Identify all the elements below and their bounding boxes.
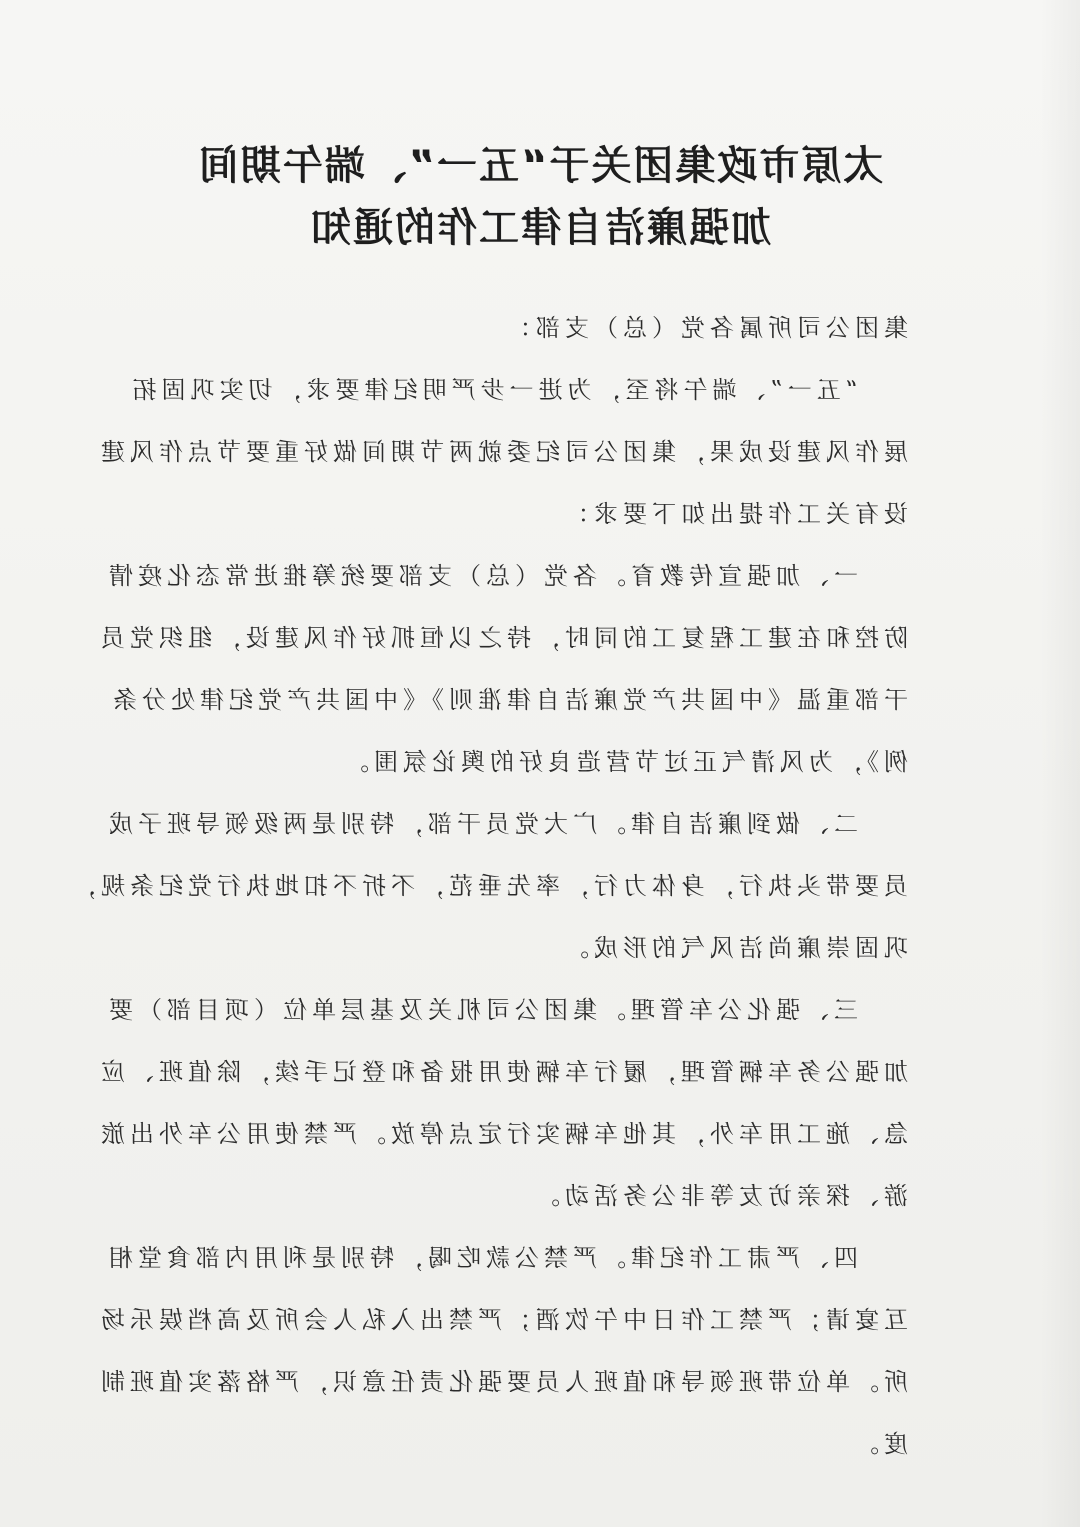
paragraph-line: 巩固崇廉尚洁风气的形成。 <box>560 934 908 962</box>
document-title-line-2: 加强廉洁自律工作的通知 <box>309 205 771 251</box>
paragraph-line: 例》，为风清气正过节营造良好的舆论氛围。 <box>340 748 908 776</box>
paragraph-line: 二、做到廉洁自律。广大党员干部，特别是两级领导班子成 <box>104 810 858 838</box>
paragraph-line: 游、探亲访友等非公务活动。 <box>531 1182 908 1210</box>
paragraph-line: 加强公务车辆管理，履行车辆使用报备和登记手续，除值班、应 <box>96 1058 908 1086</box>
paragraph-line: 四、严肃工作纪律。严禁公款吃喝，特别是利用内部食堂相 <box>104 1244 858 1272</box>
paragraph-line: “五一”、端午将至，为进一步严明纪律要求，切实巩固拓 <box>127 376 858 404</box>
salutation: 集团公司所属各党（总）支部： <box>502 314 908 342</box>
paragraph-line: 一、加强宣传教育。各党（总）支部要统筹推进常态化疫情 <box>104 562 858 590</box>
document-body <box>67 308 908 1486</box>
paragraph-line: 展作风建设成果，集团公司纪委就两节期间做好重要节点作风建 <box>96 438 908 466</box>
paragraph-line: 三、强化公车管理。集团公司机关及基层单位（项目部）要 <box>104 996 858 1024</box>
paragraph-line: 互宴请；严禁工作日中午饮酒；严禁出入私人会所及高档娱乐场 <box>96 1306 908 1334</box>
scan-edge-shadow <box>1040 0 1080 1527</box>
paragraph-line: 员要带头执行，身体力行，率先垂范，不折不扣地执行党纪条规， <box>67 872 908 900</box>
paragraph-line: 设有关工作提出如下要求： <box>560 500 908 528</box>
paragraph-line: 度。 <box>850 1430 908 1458</box>
paragraph-line: 干部重温《中国共产党廉洁自律准则》《中国共产党纪律处分条 <box>108 686 908 714</box>
document-title-line-1: 太原市政集团关于“五一”、端午期间 <box>196 143 884 189</box>
paragraph-line: 急、施工用车外，其他车辆实行定点停放。严禁使用公车外出旅 <box>96 1120 908 1148</box>
paragraph-line: 防控和在建工程复工的同时，持之以恒抓好作风建设，组织党员 <box>96 624 908 652</box>
paragraph-line: 所。单位带班领导和值班人员要强化责任意识，严格落实值班制 <box>96 1368 908 1396</box>
